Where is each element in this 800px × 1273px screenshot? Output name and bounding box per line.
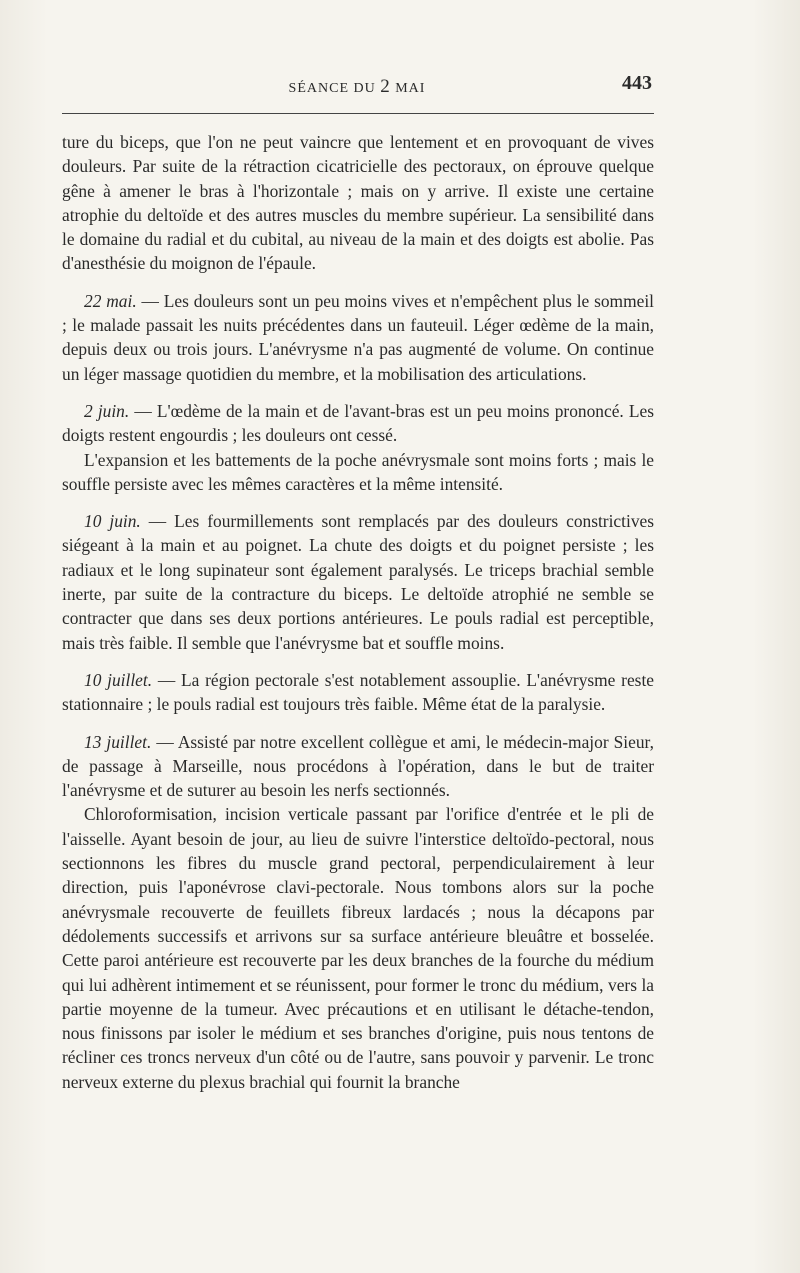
paragraph xyxy=(62,509,654,655)
paragraph xyxy=(62,802,654,1094)
paragraph xyxy=(62,289,654,386)
paragraph xyxy=(62,730,654,803)
entry-date: 13 juillet. xyxy=(84,731,152,752)
body-text xyxy=(62,130,654,1094)
page-number: 443 xyxy=(622,72,652,94)
paragraph-text: — Les douleurs sont un peu moins vives et n'empêchent plus le sommeil ; le malade passait les nuits précédentes dans un fauteuil. Léger œdème de la main, depuis deux ou trois jours. L'anévrysme n'a pas augmenté de volume. On continue un léger massage quotidien du membre, et la mobilisation des articulations. xyxy=(62,290,654,384)
title-month: MAI xyxy=(395,81,426,96)
entry-date: 22 mai. xyxy=(84,290,137,311)
paragraph-text: L'expansion et les battements de la poche anévrysmale sont moins forts ; mais le souffle persiste avec les mêmes caractères et la même intensité. xyxy=(62,449,654,494)
entry-date: 10 juin. xyxy=(84,511,141,532)
paragraph xyxy=(62,668,654,717)
title-prefix: SÉANCE DU xyxy=(288,81,376,96)
paragraph-text: — Assisté par notre excellent collègue et ami, le médecin-major Sieur, de passage à Marseille, nous procédons à l'opération, dans le but de traiter l'anévrysme et de suturer au besoin les nerfs sectionnés. xyxy=(62,731,654,801)
running-head-title xyxy=(62,76,652,98)
paragraph-text: Chloroformisation, incision verticale passant par l'orifice d'entrée et le pli de l'aisselle. Ayant besoin de jour, au lieu de suivre l'interstice deltoïdo-pectoral, nous sectionnons les fibres du muscle grand pectoral, perpendiculairement à leur direction, puis l'aponévrose clavi-pectorale. Nous tombons alors sur la poche anévrysmale recouverte de feuillets fibreux lardacés ; nous la décapons par dédolements successifs et arrivons sur sa surface antérieure bleuâtre et bosselée. Cette paroi antérieure est recouverte par les deux branches de la fourche du médium qui lui adhèrent intimement et se réunissent, pour former le tronc du médium, vers la partie moyenne de la tumeur. Avec précautions et en utilisant le détache-tendon, nous finissons par isoler le médium et ses branches d'origine, puis nous tentons de récliner ces troncs nerveux d'un côté ou de l'autre, sans pouvoir y parvenir. Le tronc nerveux externe du plexus brachial qui fournit la branche xyxy=(62,804,654,1092)
paragraph-text: — L'œdème de la main et de l'avant-bras est un peu moins prononcé. Les doigts restent engourdis ; les douleurs ont cessé. xyxy=(62,400,654,446)
title-day: 2 xyxy=(380,76,391,97)
paragraph-text: — Les fourmillements sont remplacés par des douleurs constrictives siégeant à la main et au poignet. La chute des doigts et du poignet persiste ; les radiaux et le long supinateur sont également paralysés. Le triceps brachial semble inerte, par suite de la contracture du biceps. Le deltoïde atrophié ne semble se contracter que dans ses deux portions antérieures. Le pouls radial est perceptible, mais très faible. Il semble que l'anévrysme bat et souffle moins. xyxy=(62,511,654,653)
paragraph-text: — La région pectorale s'est notablement assouplie. L'anévrysme reste stationnaire ; le pouls radial est toujours très faible. Même état de la paralysie. xyxy=(62,669,654,715)
running-head xyxy=(62,72,652,102)
paragraph xyxy=(62,448,654,497)
header-rule xyxy=(62,113,654,114)
paragraph xyxy=(62,130,654,276)
entry-date: 2 juin. xyxy=(84,400,130,421)
entry-date: 10 juillet. xyxy=(84,669,153,690)
paragraph-text: ture du biceps, que l'on ne peut vaincre que lentement et en provoquant de vives douleurs. Par suite de la rétraction cicatricielle des pectoraux, on éprouve quelque gêne à amener le bras à l'horizontale ; mais on y arrive. Il existe une certaine atrophie du deltoïde et des autres muscles du membre supérieur. La sensibilité dans le domaine du radial et du cubital, au niveau de la main et des doigts est abolie. Pas d'anesthésie du moignon de l'épaule. xyxy=(62,132,654,274)
paragraph xyxy=(62,399,654,448)
